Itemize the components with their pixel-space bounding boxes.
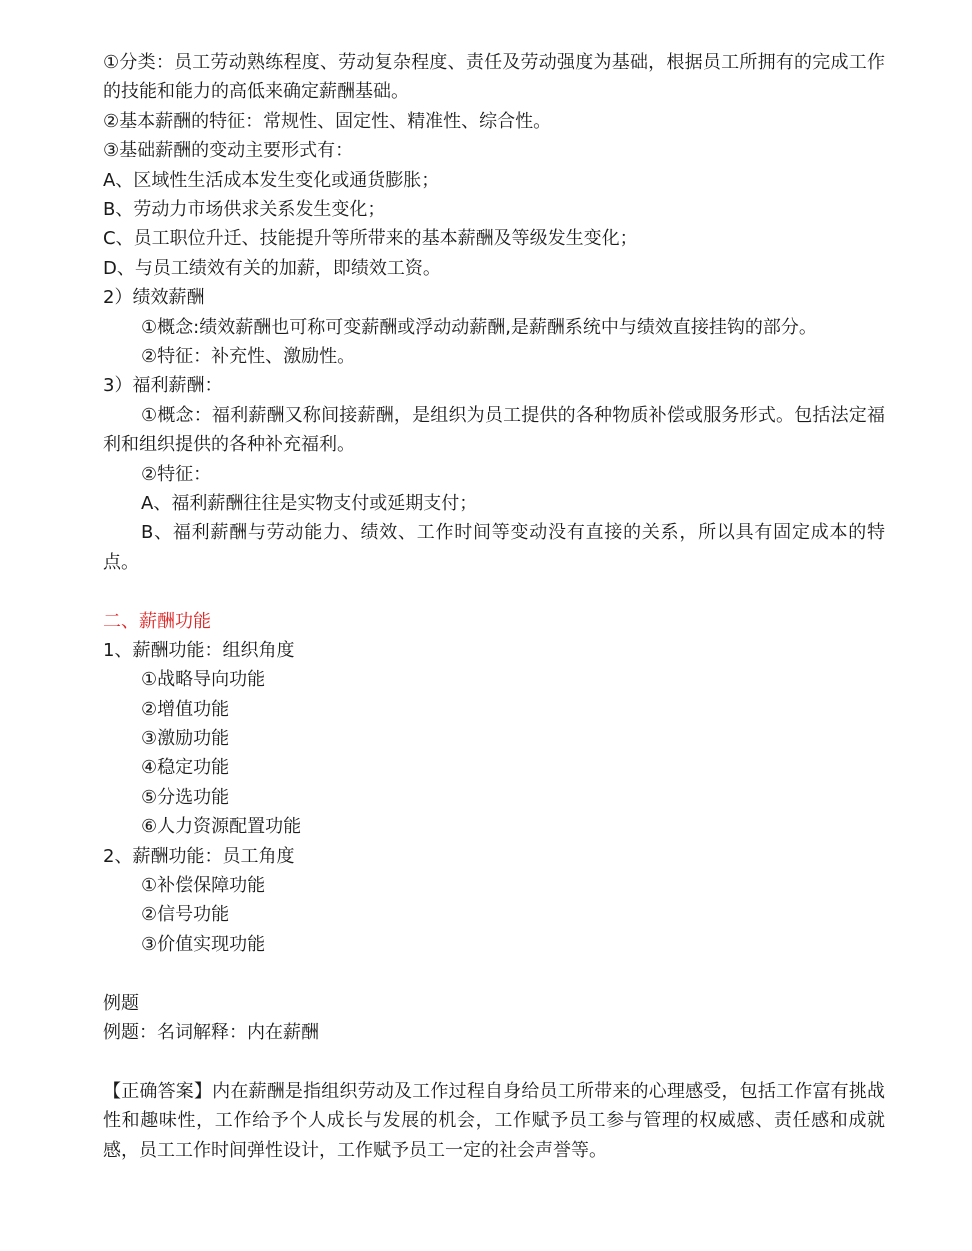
basic-pay-change-a: A、区域性生活成本发生变化或通货膨胀； [103, 169, 440, 191]
basic-pay-change-c: C、员工职位升迁、技能提升等所带来的基本薪酬及等级发生变化； [103, 228, 638, 250]
document-page [103, 48, 885, 1165]
basic-pay-change-b: B、劳动力市场供求关系发生变化； [103, 198, 386, 220]
example-question: 例题：名词解释：内在薪酬 [103, 1021, 319, 1043]
basic-pay-classification: ①分类：员工劳动熟练程度、劳动复杂程度、责任及劳动强度为基础，根据员工所拥有的完成工作的技能和能力的高低来确定薪酬基础。 [103, 52, 885, 103]
example-label: 例题 [103, 992, 139, 1014]
spacer [103, 959, 885, 988]
welfare-pay-feature-a: A、福利薪酬往往是实物支付或延期支付； [141, 492, 478, 514]
spacer [103, 577, 885, 606]
welfare-pay-feature-b: B、福利薪酬与劳动能力、绩效、工作时间等变动没有直接的关系，所以具有固定成本的特点。 [103, 522, 885, 573]
emp-function-item: ②信号功能 [141, 904, 230, 926]
basic-pay-change-d: D、与员工绩效有关的加薪，即绩效工资。 [103, 257, 441, 279]
org-function-item: ①战略导向功能 [141, 669, 266, 691]
example-answer [103, 1077, 885, 1165]
org-function-item: ③激励功能 [141, 728, 230, 750]
welfare-pay-features-title: ②特征： [141, 463, 212, 485]
org-function-item: ②增值功能 [141, 698, 230, 720]
performance-pay-title: 2）绩效薪酬 [103, 287, 205, 309]
section-heading-pay-functions: 二、薪酬功能 [103, 610, 211, 632]
welfare-pay-title: 3）福利薪酬： [103, 375, 223, 397]
spacer [103, 1047, 885, 1076]
org-function-item: ⑥人力资源配置功能 [141, 816, 302, 838]
org-function-item: ⑤分选功能 [141, 786, 230, 808]
org-perspective-title: 1、薪酬功能：组织角度 [103, 639, 295, 661]
answer-tag: 【正确答案】 [103, 1080, 213, 1102]
performance-pay-features: ②特征：补充性、激励性。 [141, 345, 356, 367]
performance-pay-concept: ①概念:绩效薪酬也可称可变薪酬或浮动动薪酬,是薪酬系统中与绩效直接挂钩的部分。 [141, 316, 817, 338]
answer-text: 内在薪酬是指组织劳动及工作过程自身给员工所带来的心理感受，包括工作富有挑战性和趣味性，工作给予个人成长与发展的机会，工作赋予员工参与管理的权威感、责任感和成就感，员工工作时间弹性设计，工作赋予员工一定的社会声誉等。 [103, 1080, 886, 1161]
basic-pay-features: ②基本薪酬的特征：常规性、固定性、精准性、综合性。 [103, 110, 552, 132]
emp-perspective-title: 2、薪酬功能：员工角度 [103, 845, 295, 867]
org-function-item: ④稳定功能 [141, 757, 230, 779]
emp-function-item: ③价值实现功能 [141, 933, 266, 955]
welfare-pay-concept: ①概念：福利薪酬又称间接薪酬，是组织为员工提供的各种物质补偿或服务形式。包括法定福利和组织提供的各种补充福利。 [103, 404, 885, 456]
emp-function-item: ①补偿保障功能 [141, 875, 266, 897]
basic-pay-change-title: ③基础薪酬的变动主要形式有： [103, 140, 354, 162]
